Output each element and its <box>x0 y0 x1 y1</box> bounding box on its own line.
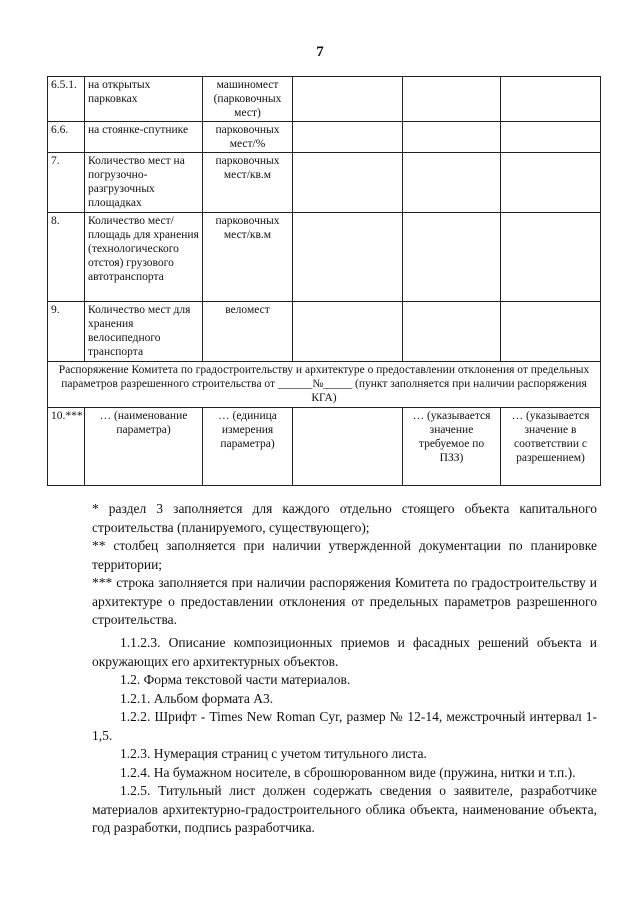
page-number: 7 <box>316 44 324 60</box>
empty-cell <box>293 408 403 486</box>
parameter-name: Количество мест на погрузочно-разгрузочных площадках <box>85 153 203 213</box>
row-number: 10.*** <box>48 408 85 486</box>
kga-order-note: Распоряжение Комитета по градостроительству и архитектуре о предоставлении отклонения от предельных параметров разрешенного строительства от ______№_____ (пункт заполняется при наличии распоряжения КГА) <box>48 362 601 408</box>
empty-cell <box>501 302 601 362</box>
parameter-unit: веломест <box>203 302 293 362</box>
parameter-unit: парковочных мест/кв.м <box>203 213 293 302</box>
parameters-table <box>47 76 601 486</box>
paragraph: 1.2.4. На бумажном носителе, в сброшюрованном виде (пружина, нитки и т.п.). <box>120 764 576 780</box>
table-row <box>48 302 601 362</box>
empty-cell <box>293 302 403 362</box>
empty-cell <box>501 213 601 302</box>
paragraph: 1.2.2. Шрифт - Times New Roman Cyr, размер № 12-14, межстрочный интервал 1-1,5. <box>92 709 597 743</box>
parameter-name: … (наименование параметра) <box>85 408 203 486</box>
empty-cell <box>403 213 501 302</box>
footnote: ** столбец заполняется при наличии утвержденной документации по планировке территории; <box>92 538 597 572</box>
empty-cell <box>403 77 501 122</box>
empty-cell <box>403 153 501 213</box>
empty-cell <box>403 122 501 153</box>
paragraph: 1.2. Форма текстовой части материалов. <box>120 672 351 687</box>
empty-cell <box>293 213 403 302</box>
table-row <box>48 77 601 122</box>
table-row <box>48 408 601 486</box>
footnote: *** строка заполняется при наличии распоряжения Комитета по градостроительству и архитектуре о предоставлении отклонения от предельных параметров разрешенного строительства. <box>92 575 597 627</box>
permitted-value: … (указывается значение в соответствии с разрешением) <box>501 408 601 486</box>
parameter-unit: парковочных мест/% <box>203 122 293 153</box>
empty-cell <box>403 302 501 362</box>
parameter-name: Количество мест/площадь для хранения (технологического отстоя) грузового автотранспорта <box>85 213 203 302</box>
empty-cell <box>501 122 601 153</box>
empty-cell <box>501 153 601 213</box>
table-row <box>48 362 601 408</box>
parameter-unit: … (единица измерения параметра) <box>203 408 293 486</box>
row-number: 8. <box>48 213 85 302</box>
paragraph: 1.2.5. Титульный лист должен содержать сведения о заявителе, разработчике материалов архитектурно-градостроительного облика объекта, наименование объекта, год разработки, подпись разработчика. <box>92 783 597 835</box>
footnotes <box>92 500 597 630</box>
parameter-unit: парковочных мест/кв.м <box>203 153 293 213</box>
row-number: 9. <box>48 302 85 362</box>
body-text <box>92 634 597 838</box>
row-number: 6.5.1. <box>48 77 85 122</box>
parameter-name: на открытых парковках <box>85 77 203 122</box>
row-number: 7. <box>48 153 85 213</box>
paragraph: 1.2.1. Альбом формата А3. <box>120 690 274 706</box>
required-value: … (указывается значение требуемое по ПЗЗ) <box>403 408 501 486</box>
table-row <box>48 213 601 302</box>
footnote: * раздел 3 заполняется для каждого отдельно стоящего объекта капитального строительства (планируемого, существующего); <box>92 501 597 535</box>
table-row <box>48 122 601 153</box>
paragraph: 1.1.2.3. Описание композиционных приемов и фасадных решений объекта и окружающих его архитектурных объектов. <box>92 635 597 669</box>
empty-cell <box>293 122 403 153</box>
parameter-unit: машиномест (парковочных мест) <box>203 77 293 122</box>
paragraph: 1.2.3. Нумерация страниц с учетом титульного листа. <box>120 746 427 761</box>
empty-cell <box>501 77 601 122</box>
parameter-name: на стоянке-спутнике <box>85 122 203 153</box>
table-row <box>48 153 601 213</box>
empty-cell <box>293 153 403 213</box>
row-number: 6.6. <box>48 122 85 153</box>
parameter-name: Количество мест для хранения велосипедного транспорта <box>85 302 203 362</box>
empty-cell <box>293 77 403 122</box>
